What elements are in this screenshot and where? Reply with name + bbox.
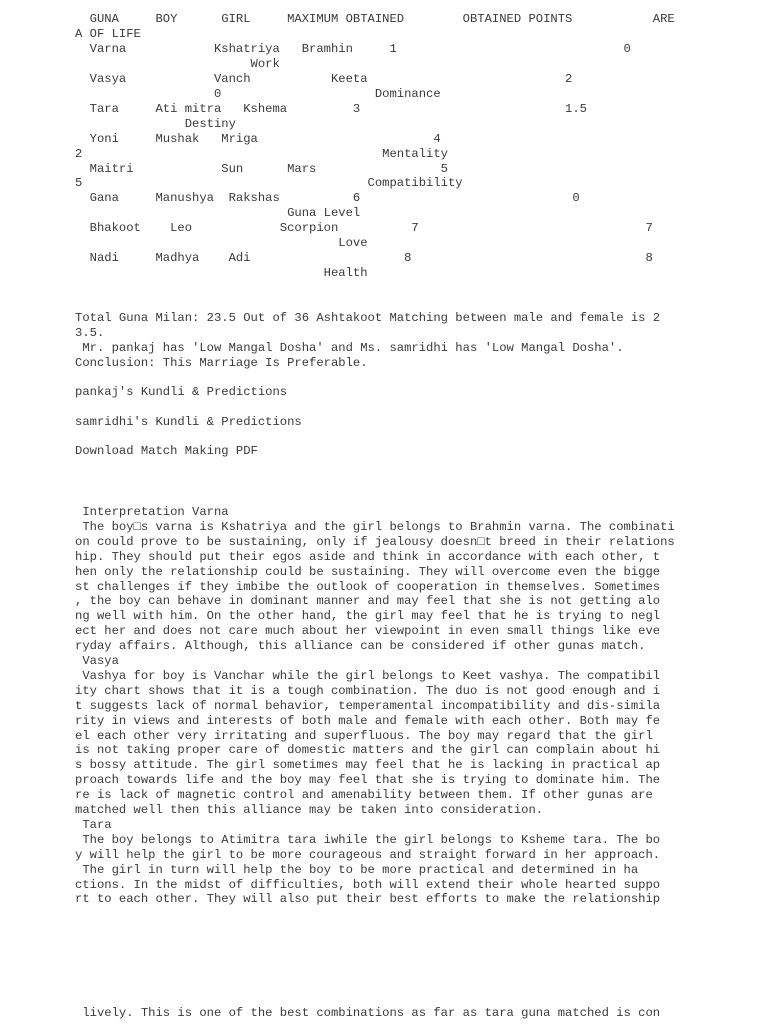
summary-line: 3.5. [75, 325, 105, 340]
summary-line: Mr. pankaj has 'Low Mangal Dosha' and Ms. samridhi has 'Low Mangal Dosha'. [75, 340, 624, 355]
interpretation-line: ect her and does not care much about her viewpoint in even small things like eve [75, 624, 661, 639]
interpretation-line: on could prove to be sustaining, only if jealousy doesn□t breed in their relations [75, 534, 675, 549]
table-line: Vasya Vanch Keeta 2 [75, 71, 573, 86]
interpretation-line: ctions. In the midst of difficulties, both will extend their whole hearted suppo [75, 877, 661, 892]
boy-kundli-link[interactable]: pankaj's Kundli & Predictions [75, 385, 288, 399]
table-line: Tara Ati mitra Kshema 3 1.5 [75, 101, 587, 116]
interpretation-line: The boy belongs to Atimitra tara iwhile the girl belongs to Ksheme tara. The bo [75, 832, 661, 847]
table-line: GUNA BOY GIRL MAXIMUM OBTAINED OBTAINED POINTS ARE [75, 12, 675, 26]
table-line: Gana Manushya Rakshas 6 0 [75, 191, 580, 206]
page-footer-line: lively. This is one of the best combinations as far as tara guna matched is con [75, 1006, 661, 1020]
table-line: Bhakoot Leo Scorpion 7 7 [75, 221, 653, 236]
interpretation-line: , the boy can behave in dominant manner and may feel that she is not getting alo [75, 594, 661, 609]
girl-kundli-link[interactable]: samridhi's Kundli & Predictions [75, 415, 302, 429]
interpretation-line: Vasya [75, 654, 119, 668]
interpretation-line: hen only the relationship could be sustaining. They will overcome even the bigge [75, 564, 661, 579]
download-pdf-link[interactable]: Download Match Making PDF [75, 444, 258, 458]
table-line: Varna Kshatriya Bramhin 1 0 [75, 41, 631, 56]
interpretation-line: hip. They should put their egos aside and think in accordance with each other, t [75, 549, 661, 564]
table-line: Destiny [75, 116, 236, 131]
interpretation-line: The boy□s varna is Kshatriya and the girl belongs to Brahmin varna. The combinati [75, 519, 675, 534]
table-line: 0 Dominance [75, 86, 441, 101]
table-line: A OF LIFE [75, 26, 141, 41]
summary-line: Conclusion: This Marriage Is Preferable. [75, 355, 368, 370]
interpretation-line: The girl in turn will help the boy to be more practical and determined in ha [75, 862, 639, 877]
interpretation-line: ity chart shows that it is a tough combination. The duo is not good enough and i [75, 683, 661, 698]
table-line: Yoni Mushak Mriga 4 [75, 131, 441, 146]
interpretation-line: ng well with him. On the other hand, the girl may feel that he is trying to negl [75, 609, 661, 624]
table-line: Love [75, 236, 368, 251]
interpretation-line: Vashya for boy is Vanchar while the girl belongs to Keet vashya. The compatibil [75, 668, 661, 683]
interpretation-line: ryday affairs. Although, this alliance can be considered if other gunas match. [75, 639, 646, 654]
interpretation-line: Tara [75, 817, 112, 832]
table-line: Maitri Sun Mars 5 [75, 161, 448, 176]
interpretation-line: is not taking proper care of domestic matters and the girl can complain about hi [75, 743, 661, 758]
interpretation-line: y will help the girl to be more courageous and straight forward in her approach. [75, 847, 661, 862]
table-line: Nadi Madhya Adi 8 8 [75, 251, 653, 266]
interpretation-line: matched well then this alliance may be taken into consideration. [75, 803, 544, 817]
summary-line: Total Guna Milan: 23.5 Out of 36 Ashtakoot Matching between male and female is 2 [75, 311, 661, 325]
table-line: 5 Compatibility [75, 176, 463, 191]
interpretation-line: rt to each other. They will also put their best efforts to make the relationship [75, 892, 661, 907]
table-line: Work [75, 56, 280, 71]
interpretation-line: re is lack of magnetic control and amenability between them. If other gunas are [75, 788, 653, 803]
interpretation-line: rity in views and interests of both male and female with each other. Both may fe [75, 713, 661, 728]
interpretation-line: s bossy attitude. The girl sometimes may feel that he is lacking in practical ap [75, 758, 661, 773]
table-line: 2 Mentality [75, 146, 448, 161]
interpretation-line: t suggests lack of normal behavior, temperamental incompatibility and dis-simila [75, 698, 661, 713]
table-line: Guna Level [75, 206, 361, 221]
interpretation-line: el each other very irritating and superfluous. The boy may regard that the girl [75, 728, 653, 743]
interpretation-line: Interpretation Varna [75, 505, 229, 519]
interpretation-line: proach towards life and the boy may feel that she is trying to dominate him. The [75, 773, 661, 788]
table-line: Health [75, 266, 368, 281]
interpretation-line: st challenges if they imbibe the outlook of cooperation in themselves. Sometimes [75, 579, 661, 594]
